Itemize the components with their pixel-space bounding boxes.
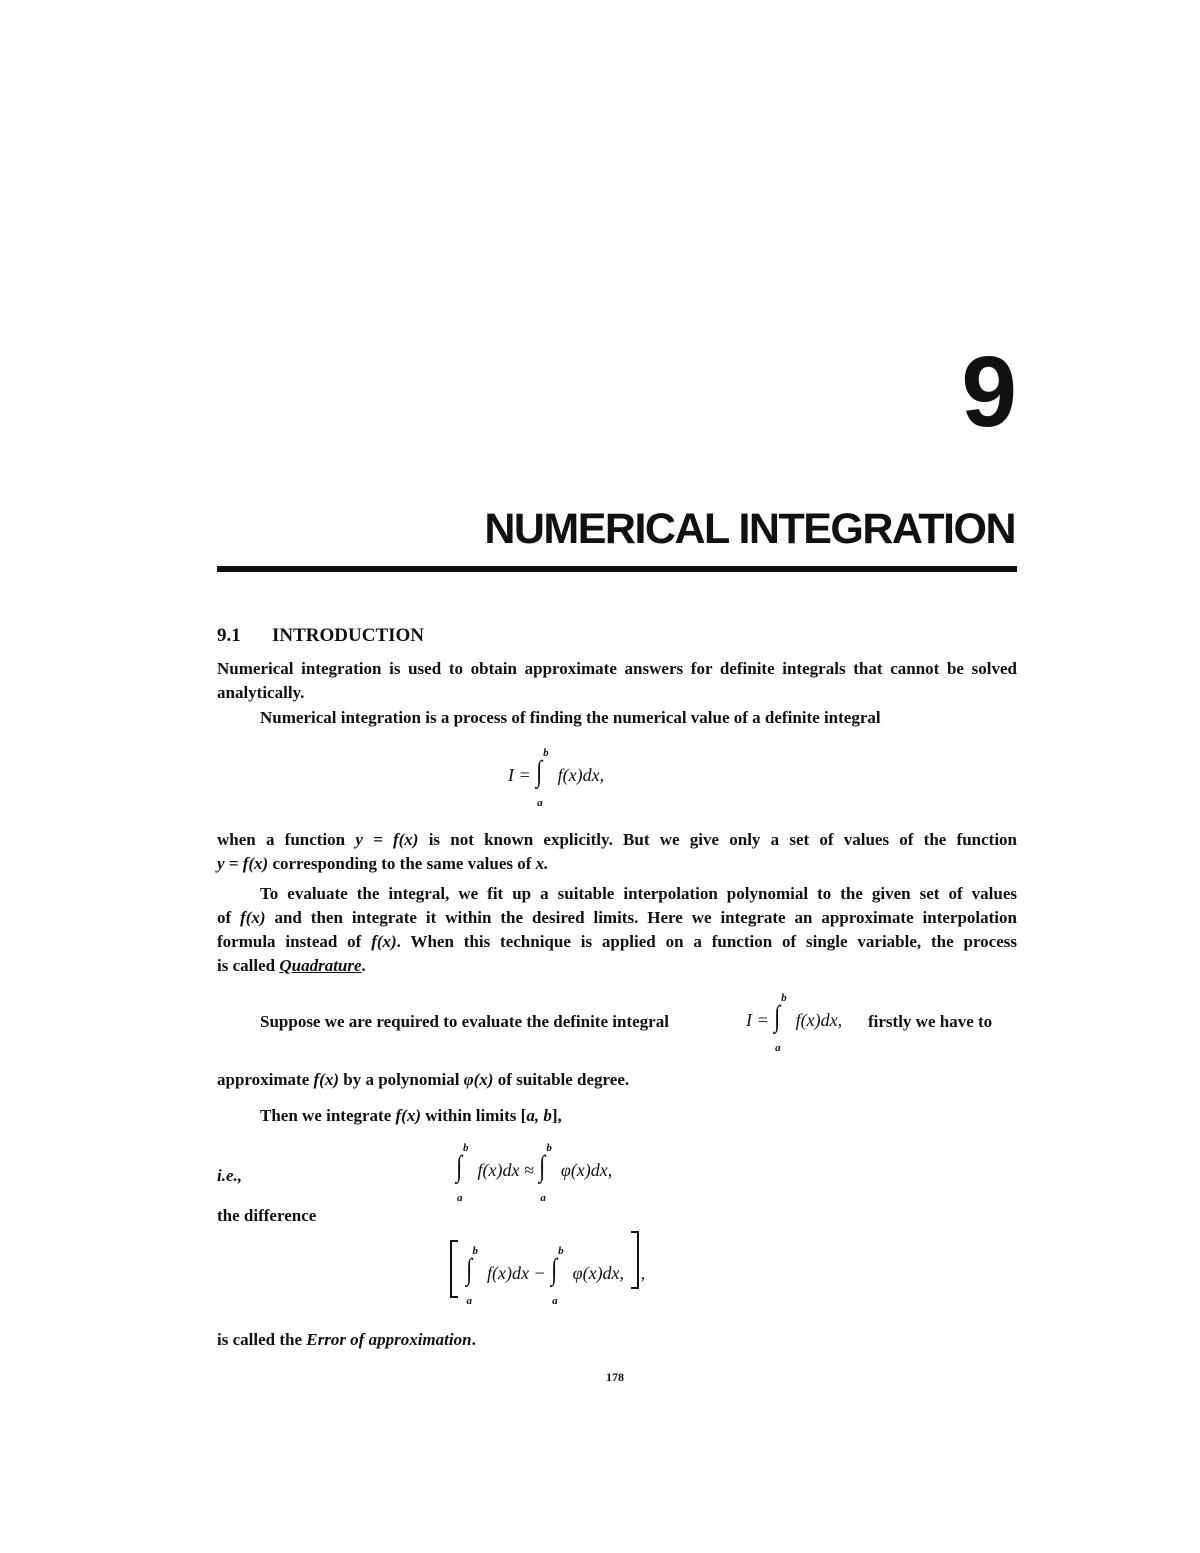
section-number: 9.1 xyxy=(217,625,241,646)
paragraph-error: is called the Error of approximation. xyxy=(217,1330,476,1349)
chapter-number: 9 xyxy=(961,336,1015,448)
left-bracket xyxy=(448,1239,460,1299)
equation-integral-1: I = b ∫ a f(x)dx, xyxy=(508,747,605,809)
paragraph-suppose-tail: firstly we have to xyxy=(868,1012,993,1031)
right-bracket xyxy=(629,1230,641,1290)
paragraph-approximate: approximate f(x) by a polynomial φ(x) of suitable degree. xyxy=(217,1070,630,1089)
paragraph-evaluate-line-1: To evaluate the integral, we fit up a suitable interpolation polynomial to the given set of values xyxy=(260,884,1017,903)
title-rule xyxy=(217,566,1017,572)
section-heading xyxy=(217,625,424,647)
equation-integral-2: I = b ∫ a f(x)dx, xyxy=(746,992,843,1054)
difference-label: the difference xyxy=(217,1206,317,1225)
paragraph-suppose-text: Suppose we are required to evaluate the definite integral xyxy=(260,1012,669,1031)
equation-difference: b ∫ a f(x)dx − b ∫ a φ(x)dx, , xyxy=(448,1253,645,1290)
page-number: 178 xyxy=(606,1370,624,1384)
paragraph-evaluate-line-4: is called Quadrature. xyxy=(217,956,366,975)
section-title: INTRODUCTION xyxy=(272,625,425,646)
paragraph-evaluate-line-3: formula instead of f(x). When this technique is applied on a function of single variable, the process xyxy=(217,932,1017,951)
paragraph-evaluate-line-2: of f(x) and then integrate it within the desired limits. Here we integrate an approximate interpolation xyxy=(217,908,1017,927)
paragraph-definition: Numerical integration is a process of finding the numerical value of a definite integral xyxy=(260,708,881,727)
paragraph-then: Then we integrate f(x) within limits [a, b], xyxy=(260,1106,562,1125)
equation-approximation: b ∫ a f(x)dx ≈ b ∫ a φ(x)dx, xyxy=(456,1142,613,1204)
chapter-title: NUMERICAL INTEGRATION xyxy=(484,505,1015,553)
paragraph-function-line-2: y = f(x) corresponding to the same values of x. xyxy=(217,854,549,873)
paragraph-function-line-1: when a function y = f(x) is not known explicitly. But we give only a set of values of the function xyxy=(217,830,1018,849)
ie-label: i.e., xyxy=(217,1166,243,1185)
paragraph-intro: Numerical integration is used to obtain approximate answers for definite integrals that cannot be solved analytically. xyxy=(217,659,1017,702)
